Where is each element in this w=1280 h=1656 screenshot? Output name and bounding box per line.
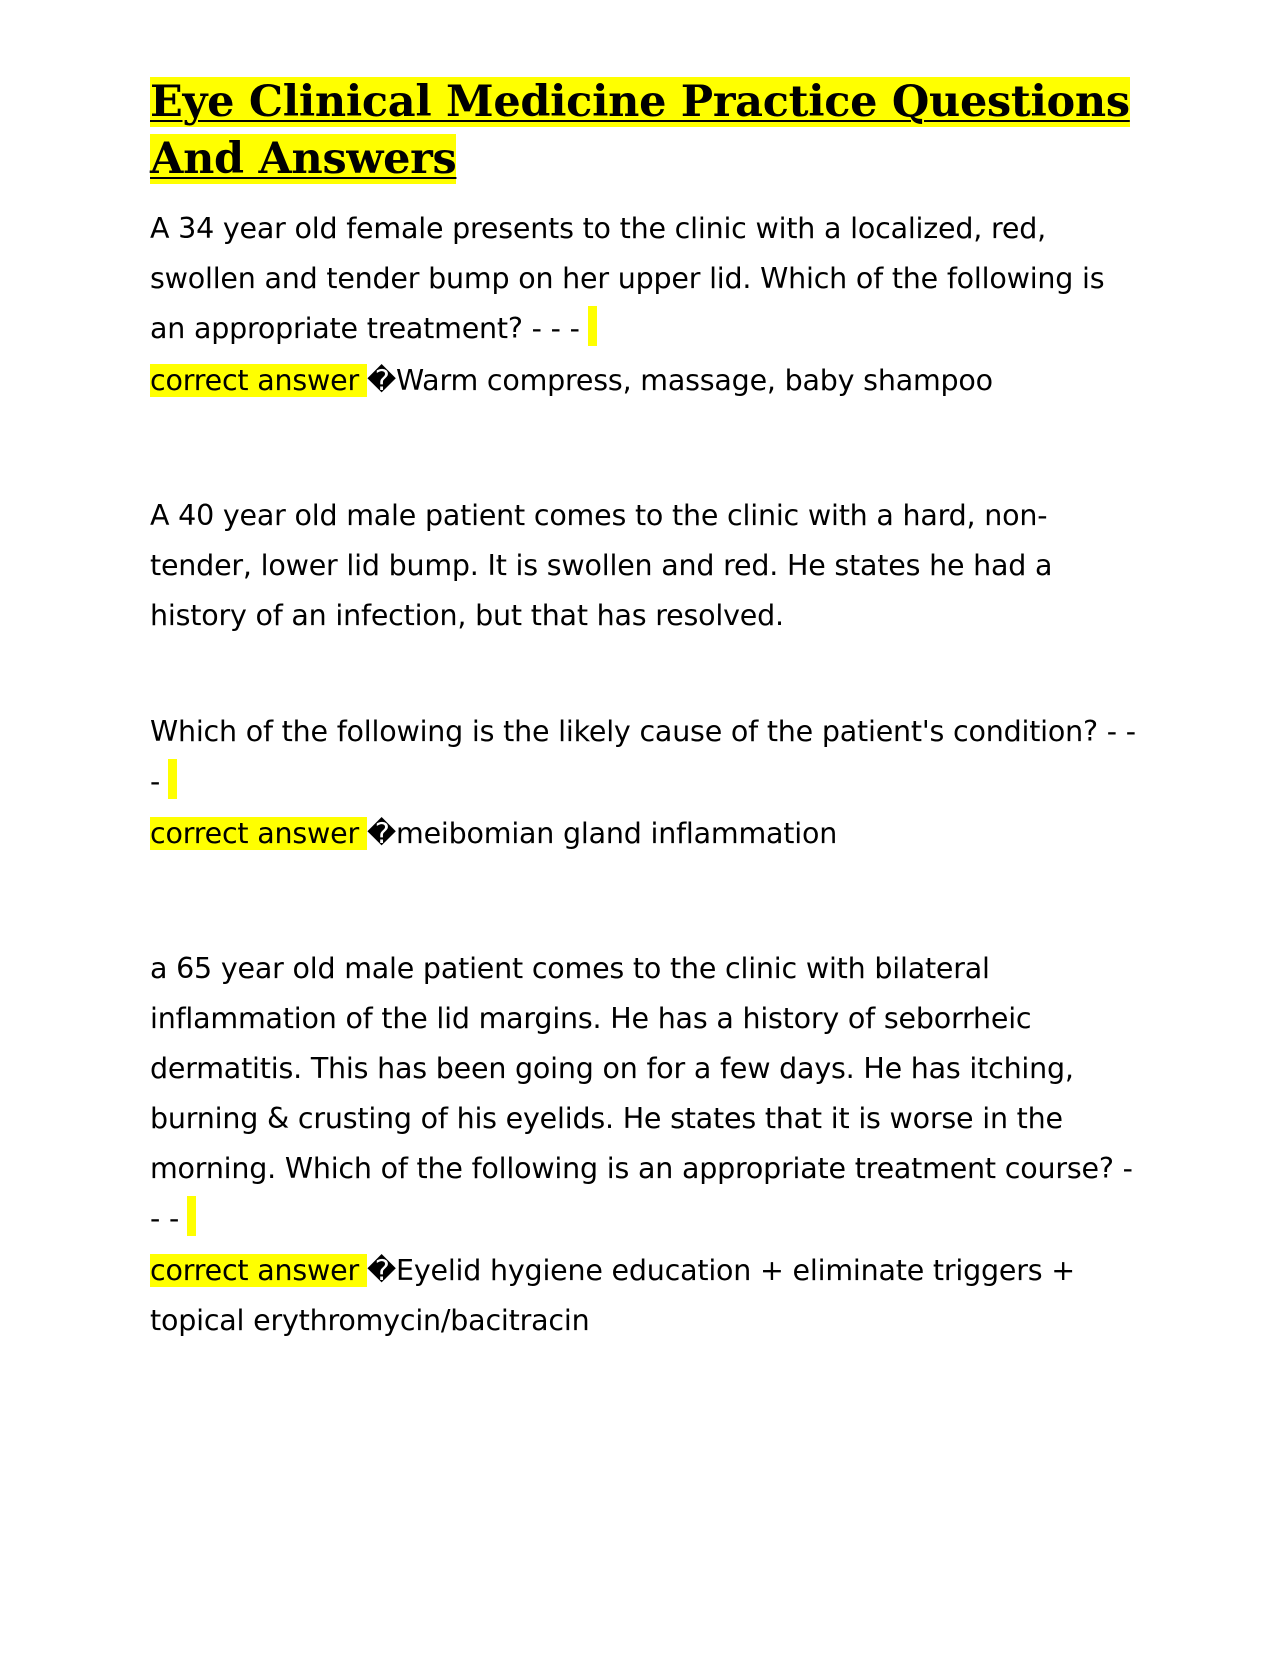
- spacer: [150, 859, 1140, 944]
- title-line-1: Eye Clinical Medicine Practice Questions: [150, 77, 1130, 127]
- question-text: a 65 year old male patient comes to the clinic with bilateral inflammation of the lid margins. He has a history of seborrheic dermatitis. This has been going on for a few days. He has itching, burning & crusting of his eyelids. He states that it is worse in the morning. Which of the following is an appropriate treatment course? - - -: [150, 952, 1133, 1235]
- answer-line: [150, 809, 1140, 859]
- title-line-2: And Answers: [150, 134, 457, 184]
- answer-line: [150, 356, 1140, 406]
- answer-text: �Eyelid hygiene education + eliminate triggers + topical erythromycin/bacitracin: [150, 1254, 1075, 1337]
- question-list: [150, 204, 1140, 1346]
- question-block: [150, 491, 1140, 859]
- document-title: [150, 74, 1140, 188]
- highlight-mark: [187, 1196, 196, 1236]
- question-context: A 40 year old male patient comes to the clinic with a hard, non-tender, lower lid bump. It is swollen and red. He states he had a history of an infection, but that has resolved.: [150, 499, 1053, 632]
- question-block: [150, 944, 1140, 1346]
- question-block: [150, 204, 1140, 406]
- answer-text: �meibomian gland inflammation: [367, 817, 838, 850]
- highlight-mark: [168, 759, 177, 799]
- answer-line: [150, 1246, 1140, 1346]
- answer-text: �Warm compress, massage, baby shampoo: [367, 364, 993, 397]
- highlight-mark: [588, 306, 597, 346]
- question-text: A 34 year old female presents to the clinic with a localized, red, swollen and tender bump on her upper lid. Which of the following is an appropriate treatment? - - -: [150, 212, 1105, 345]
- answer-label: correct answer: [150, 817, 367, 850]
- document-page: [150, 74, 1140, 1346]
- spacer: [150, 406, 1140, 491]
- answer-label: correct answer: [150, 1254, 367, 1287]
- spacer: [150, 641, 1140, 707]
- question-text: Which of the following is the likely cause of the patient's condition? - - -: [150, 715, 1136, 798]
- answer-label: correct answer: [150, 364, 367, 397]
